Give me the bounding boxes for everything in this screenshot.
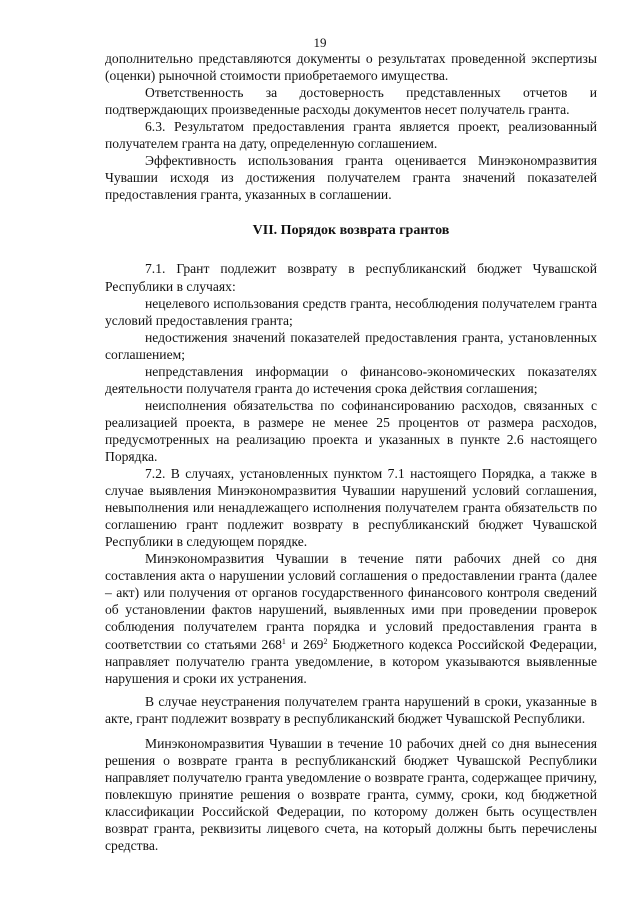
paragraph-efficiency: Эффективность использования гранта оценивается Минэкономразвития Чувашии исходя из достижения получателем гранта значений показателей предоставления гранта, указанных в соглашении. (105, 153, 597, 203)
section-heading: VII. Порядок возврата грантов (252, 223, 450, 239)
paragraph-responsibility: Ответственность за достоверность представленных отчетов и подтверждающих произведенные расходы документов несет получатель гранта. (105, 85, 597, 118)
paragraph-return-notice: Минэкономразвития Чувашии в течение 10 рабочих дней со дня вынесения решения о возврате гранта в республиканский бюджет Чувашской Республики направляет получателю гранта уведомление о возврате гранта, содержащее причину, повлекшую принятие решения о возврате гранта, сумму, сроки, код бюджетной классификации Российской Федерации, по которому должен быть осуществлен возврат гранта, реквизиты лицевого счета, на который должны быть перечислены средства. (105, 735, 597, 854)
superscript-2: 2 (323, 636, 328, 646)
paragraph-result: 6.3. Результатом предоставления гранта является проект, реализованный получателем гранта на дату, определенную соглашением. (105, 119, 597, 152)
notification-text-start: Минэкономразвития Чувашии в течение пяти рабочих дней со дня составления акта о нарушении условий соглашения о предоставлении гранта (далее – акт) или получения от органов государственного финансового контроля сведений об установлении фактов нарушений, выявленных ими при проведении проверок соблюдения получателем гранта порядка и условий предоставления гранта в соответствии со статьями 268 (105, 551, 597, 652)
document-body (105, 50, 597, 854)
list-item-misuse: нецелевого использования средств гранта, несоблюдения получателем гранта условий предоставления гранта; (105, 295, 597, 328)
paragraph-7-1: 7.1. Грант подлежит возврату в республиканский бюджет Чувашской Республики в случаях: (105, 261, 597, 294)
spacer (105, 727, 597, 735)
list-item-information: непредставления информации о финансово-экономических показателях деятельности получателя гранта до истечения срока действия соглашения; (105, 363, 597, 396)
paragraph-notification (105, 550, 597, 686)
list-item-indicators: недостижения значений показателей предоставления гранта, установленных соглашением; (105, 329, 597, 362)
page-number: 19 (313, 35, 327, 50)
list-item-cofinancing: неисполнения обязательства по софинансированию расходов, связанных с реализацией проекта, в размере не менее 25 процентов от размера расходов, предусмотренных на реализацию проекта и указанных в пункте 2.6 настоящего Порядка. (105, 397, 597, 464)
superscript-1: 1 (281, 636, 286, 646)
notification-text-middle: и 269 (285, 636, 324, 652)
paragraph-7-2: 7.2. В случаях, установленных пунктом 7.1 настоящего Порядка, а также в случае выявления Минэкономразвития Чувашии нарушений условий соглашения, невыполнения или ненадлежащего исполнения получателем гранта обязательств по соглашению грант подлежит возврату в республиканский бюджет Чувашской Республики в следующем порядке. (105, 466, 597, 550)
notification-text-end: Бюджетного кодекса Российской Федерации, направляет получателю гранта уведомление, в котором указываются выявленные нарушения и сроки их устранения. (105, 636, 598, 686)
paragraph-failure: В случае неустранения получателем гранта нарушений в сроки, указанные в акте, грант подлежит возврату в республиканский бюджет Чувашской Республики. (105, 693, 597, 726)
paragraph-expertise: дополнительно представляются документы о результатах проведенной экспертизы (оценки) рыночной стоимости приобретаемого имущества. (105, 51, 597, 84)
